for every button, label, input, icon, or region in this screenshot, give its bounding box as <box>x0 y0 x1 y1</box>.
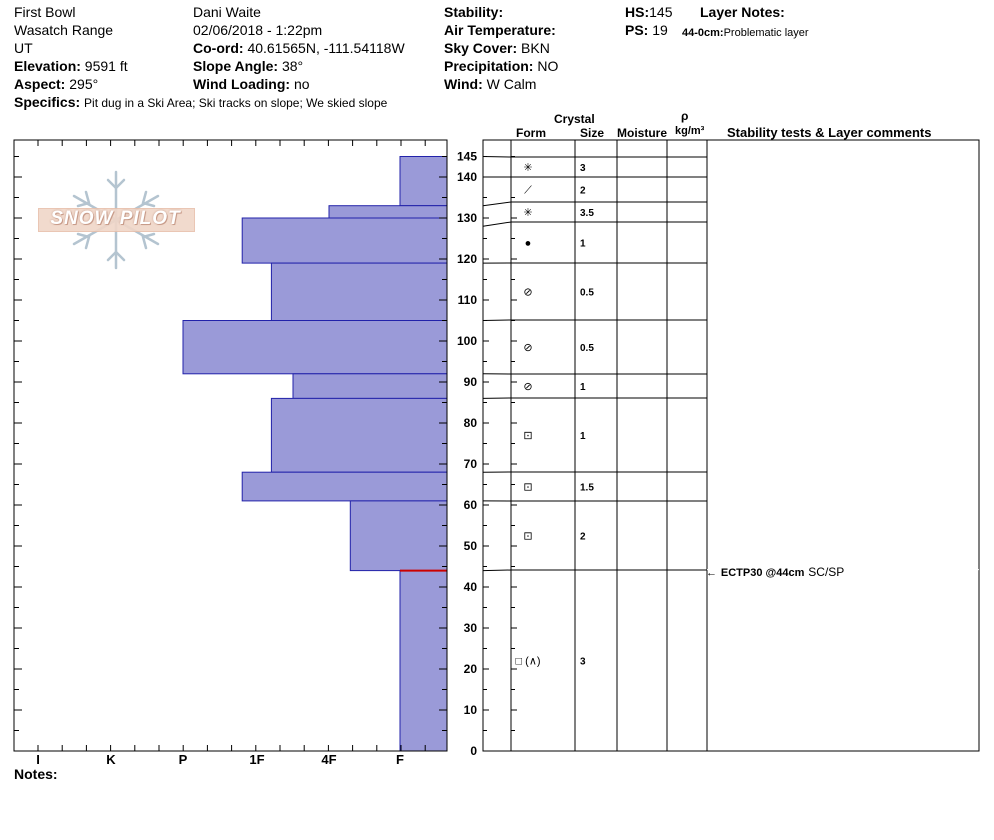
depth-connector <box>483 320 511 321</box>
range-name: Wasatch Range <box>14 22 114 38</box>
state-name: UT <box>14 40 33 56</box>
hardness-bar <box>350 501 447 571</box>
crystal-size: 0.5 <box>580 287 594 299</box>
coord-value: 40.61565N, -111.54118W <box>247 40 405 56</box>
aspect-label: Aspect: <box>14 76 66 92</box>
crystal-size: 1 <box>580 431 586 442</box>
crystal-size: 2 <box>580 531 586 543</box>
depth-tick-label: 30 <box>463 621 477 635</box>
hardness-bar <box>271 263 447 320</box>
crystal-form-icon: ✳ <box>523 162 533 174</box>
crystal-header: Crystal <box>554 112 595 126</box>
observation-datetime: 02/06/2018 - 1:22pm <box>193 22 323 38</box>
depth-connector <box>483 222 511 226</box>
sky-cover-value: BKN <box>521 40 550 56</box>
depth-tick-label: 100 <box>456 334 477 348</box>
air-temp-label: Air Temperature: <box>444 22 556 38</box>
crystal-size: 1.5 <box>580 482 594 494</box>
ps-value: 19 <box>652 22 668 38</box>
depth-tick-label: 0 <box>470 744 477 758</box>
hardness-bar <box>242 472 447 501</box>
crystal-form-icon: ⊡ <box>523 430 533 442</box>
aspect-value: 295° <box>69 76 99 92</box>
stability-test-annotation <box>706 563 844 581</box>
depth-connector <box>483 202 511 206</box>
depth-axis-labels <box>457 150 477 759</box>
coord-label: Co-ord: <box>193 40 244 56</box>
wind-loading-label: Wind Loading: <box>193 76 291 92</box>
wind-label: Wind: <box>444 76 483 92</box>
crystal-form-icon: ⊘ <box>523 342 533 354</box>
depth-tick-label: 10 <box>463 703 477 717</box>
moisture-header: Moisture <box>617 126 668 140</box>
depth-tick-label: 20 <box>463 662 477 676</box>
hardness-bar <box>400 571 447 751</box>
stability-header: Stability tests & Layer comments <box>727 125 932 140</box>
specifics-label: Specifics: <box>14 94 81 110</box>
depth-tick-label: 130 <box>456 211 477 225</box>
crystal-size: 3.5 <box>580 208 594 219</box>
crystal-size: 0.5 <box>580 343 594 354</box>
hardness-bar <box>183 321 447 374</box>
form-header: Form <box>516 126 546 140</box>
depth-tick-label: 110 <box>457 293 477 307</box>
crystal-form-icon: ⊘ <box>523 381 533 393</box>
depth-tick-label: 90 <box>463 375 477 389</box>
logo-text: SNOW PILOT <box>50 208 181 229</box>
stability-test-text: ECTP30 @44cm <box>720 567 805 579</box>
hardness-label: 4F <box>321 752 337 767</box>
crystal-size: 3 <box>580 656 586 668</box>
elevation-label: Elevation: <box>14 58 81 74</box>
hardness-bar <box>271 398 447 472</box>
hardness-label: P <box>178 752 188 767</box>
hardness-label: K <box>106 752 116 767</box>
depth-tick-label: 70 <box>463 457 477 471</box>
specifics-value: Pit dug in a Ski Area; Ski tracks on slope; We skied slope <box>84 96 388 110</box>
crystal-form-icon: ⊡ <box>523 530 533 543</box>
crystal-size: 1 <box>580 382 586 393</box>
size-header: Size <box>580 126 605 140</box>
hardness-bars <box>183 157 447 752</box>
hardness-label: F <box>396 752 404 767</box>
stability-test-extra: SC/SP <box>808 565 845 579</box>
layer-note-depth: 44-0cm: <box>682 27 724 39</box>
crystal-size: 2 <box>580 185 586 197</box>
depth-tick-label: 50 <box>463 539 477 553</box>
rho-header: ρ <box>681 109 689 123</box>
crystal-form-icon: ⟋ <box>524 184 532 197</box>
slope-label: Slope Angle: <box>193 58 279 74</box>
precip-label: Precipitation: <box>444 58 534 74</box>
layer-notes-label: Layer Notes: <box>700 4 785 20</box>
hardness-bar <box>329 206 447 218</box>
density-unit-header: kg/m³ <box>675 125 705 137</box>
wind-value: W Calm <box>486 76 537 92</box>
slope-value: 38° <box>281 58 304 74</box>
ps-label: PS: <box>625 22 649 38</box>
hardness-bar <box>293 374 447 399</box>
notes-label: Notes: <box>14 766 58 782</box>
crystal-form-icon: ● <box>524 237 532 250</box>
location-name: First Bowl <box>14 4 76 20</box>
depth-connector <box>483 570 511 571</box>
wind-loading-value: no <box>293 76 310 92</box>
elevation-value: 9591 ft <box>84 58 128 74</box>
precip-value: NO <box>537 58 559 74</box>
hardness-label: I <box>36 752 40 767</box>
crystal-size: 1 <box>580 238 586 250</box>
hardness-bar <box>242 218 447 263</box>
observer-name: Dani Waite <box>193 4 261 20</box>
depth-tick-label: 40 <box>463 580 477 594</box>
crystal-size: 3 <box>580 163 586 174</box>
sky-cover-label: Sky Cover: <box>444 40 518 56</box>
depth-tick-label: 145 <box>456 149 477 164</box>
layer-note-text: Problematic layer <box>723 27 809 39</box>
arrow-left-icon: ← <box>706 567 717 579</box>
crystal-table-border <box>483 140 979 751</box>
depth-tick-label: 140 <box>456 170 477 184</box>
crystal-form-icon: ✳ <box>523 207 533 219</box>
crystal-form-icon: ⊡ <box>523 481 533 494</box>
depth-connector <box>483 157 511 158</box>
stability-label: Stability: <box>444 4 504 20</box>
crystal-form-icon: □ (∧) <box>515 655 541 668</box>
depth-tick-label: 120 <box>456 252 477 266</box>
crystal-table <box>483 140 979 751</box>
hs-value: 145 <box>649 4 673 20</box>
crystal-form-icon: ⊘ <box>523 286 533 299</box>
hardness-bar <box>400 157 447 206</box>
depth-tick-label: 80 <box>463 416 477 430</box>
depth-tick-label: 60 <box>463 498 477 512</box>
hs-label: HS: <box>625 4 650 20</box>
hardness-label: 1F <box>249 752 265 767</box>
